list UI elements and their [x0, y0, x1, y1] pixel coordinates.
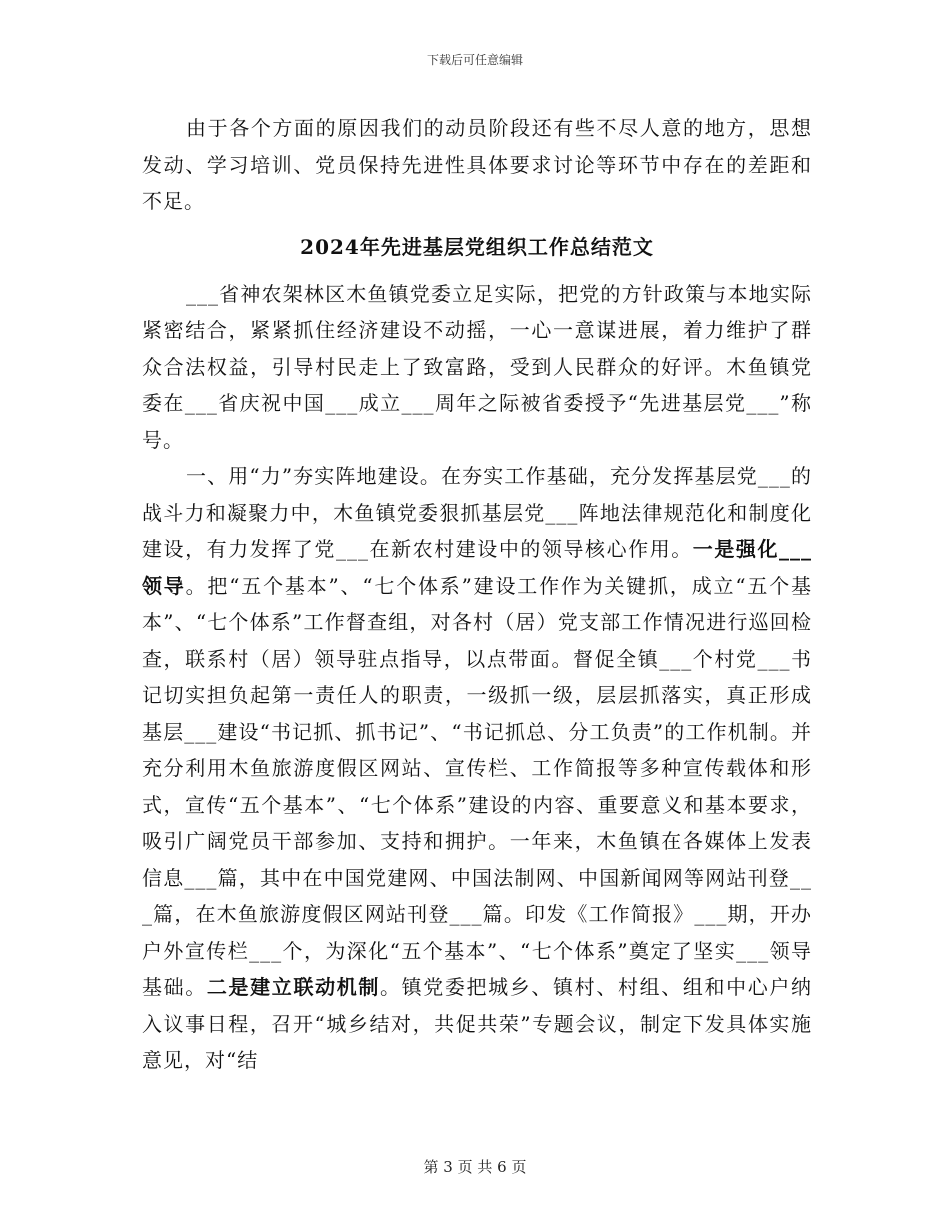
paragraph-1: ___省神农架林区木鱼镇党委立足实际，把党的方针政策与本地实际紧密结合，紧紧抓住经济建设不动摇，一心一意谋进展，着力维护了群众合法权益，引导村民走上了致富路，受到人民群众的好评。木鱼镇党委在___省庆祝中国___成立___周年之际被省委授予“先进基层党___”称号。 [142, 281, 812, 452]
paragraph-2-segment-2: 。把“五个基本”、“七个体系”建设工作作为关键抓，成立“五个基本”、“七个体系”工作督查组，对各村（居）党支部工作情况进行巡回检查，联系村（居）领导驻点指导，以点带面。督促全镇___个村党___书记切实担负起第一责任人的职责，一级抓一级，层层抓落实，真正形成基层___建设“书记抓、抓书记”、“书记抓总、分工负责”的工作机制。并充分利用木鱼旅游度假区网站、宣传栏、工作简报等多种宣传载体和形式，宣传“五个基本”、“七个体系”建设的内容、重要意义和基本要求，吸引广阔党员干部参加、支持和拥护。一年来，木鱼镇在各媒体上发表信息___篇，其中在中国党建网、中国法制网、中国新闻网等网站刊登___篇，在木鱼旅游度假区网站刊登___篇。印发《工作简报》___期，开办户外宣传栏___个，为深化“五个基本”、“七个体系”奠定了坚实___领导基础。 [142, 573, 813, 999]
page-number-footer: 第 3 页 共 6 页 [423, 1158, 527, 1176]
paragraph-2 [142, 458, 812, 1079]
paragraph-2-bold-heading-1: 一是强化___领导 [142, 537, 813, 598]
paragraph-2-segment-3: 。镇党委把城乡、镇村、村组、组和中心户纳入议事日程，召开“城乡结对，共促共荣”专题会议，制定下发具体实施意见，对“结 [142, 975, 813, 1072]
paragraph-2-segment-1: 一、用“力”夯实阵地建设。在夯实工作基础，充分发挥基层党___的战斗力和凝聚力中，木鱼镇党委狠抓基层党___阵地法律规范化和制度化建设，有力发挥了党___在新农村建设中的领导核心作用。 [142, 464, 812, 561]
paragraph-2-bold-heading-2: 二是建立联动机制 [206, 975, 380, 999]
document-title: 2024年先进基层党组织工作总结范文 [300, 234, 654, 259]
document-body [142, 110, 812, 1079]
intro-paragraph: 由于各个方面的原因我们的动员阶段还有些不尽人意的地方，思想发动、学习培训、党员保持先进性具体要求讨论等环节中存在的差距和不足。 [142, 116, 812, 213]
page-header-note: 下载后可任意编辑 [426, 53, 523, 67]
